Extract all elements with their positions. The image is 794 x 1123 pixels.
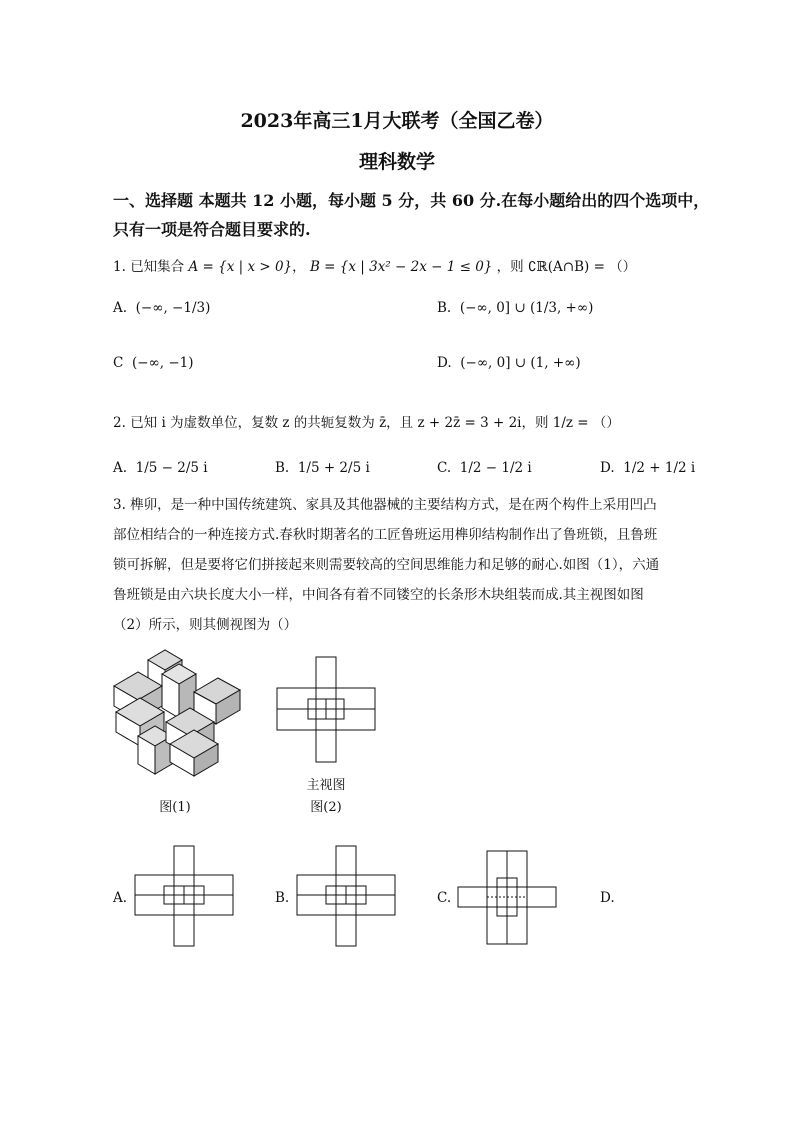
figure-2-caption: 图(2)	[310, 800, 342, 815]
q1-option-b[interactable]	[437, 300, 593, 316]
question-2-stem	[113, 411, 620, 431]
question-3-line: （2）所示，则其侧视图为（）	[113, 617, 298, 633]
set-b: B = {x | 3x² − 2x − 1 ≤ 0}	[309, 259, 493, 275]
q1-option-c-label: C	[113, 355, 124, 371]
q3-option-c-label[interactable]: C.	[437, 890, 452, 906]
q2-option-b-label: B.	[275, 460, 290, 476]
section-heading-line2: 只有一项是符合题目要求的.	[113, 220, 311, 239]
question-3-line: 3. 榫卯，是一种中国传统建筑、家具及其他器械的主要结构方式，是在两个构件上采用凹凸	[113, 497, 657, 513]
q1-option-d-text: (−∞, 0] ∪ (1, +∞)	[460, 355, 581, 371]
question-2-number: 2.	[113, 415, 126, 431]
q3-option-b-diagram[interactable]	[296, 845, 398, 947]
q2-option-d-text: 1/2 + 1/2 i	[623, 460, 696, 476]
q1-option-a-text: (−∞, −1/3)	[135, 300, 211, 316]
question-3-line: 部位相结合的一种连接方式.春秋时期著名的工匠鲁班运用榫卯结构制作出了鲁班锁，且鲁班	[113, 527, 658, 543]
q2-option-a[interactable]	[113, 460, 208, 476]
set-a: A = {x | x > 0}	[188, 259, 293, 275]
front-view-figure	[276, 656, 378, 763]
page-subtitle: 理科数学	[358, 151, 435, 173]
q2-option-a-text: 1/5 − 2/5 i	[135, 460, 208, 476]
luban-lock-figure	[110, 648, 245, 778]
section-heading-line1: 一、选择题 本题共 12 小题，每小题 5 分，共 60 分.在每小题给出的四个选项中，	[113, 191, 710, 210]
q1-option-b-text: (−∞, 0] ∪ (1/3, +∞)	[459, 300, 594, 316]
q1-option-b-label: B.	[437, 300, 452, 316]
figure-1-caption: 图(1)	[159, 800, 191, 815]
question-3-line: 鲁班锁是由六块长度大小一样，中间各有着不同镂空的长条形木块组装而成.其主视图如图	[113, 587, 644, 603]
q1-option-a-label: A.	[113, 300, 128, 316]
q3-option-b-label[interactable]: B.	[275, 890, 290, 906]
q1-option-d[interactable]	[437, 355, 581, 371]
question-3-stem	[113, 490, 688, 640]
question-1-lead: 已知集合	[130, 259, 185, 275]
question-2-text: 已知 i 为虚数单位，复数 z 的共轭复数为 z̄，且 z + 2z̄ = 3 + 2i，则 1/z = （）	[130, 415, 620, 431]
q2-option-b-text: 1/5 + 2/5 i	[297, 460, 370, 476]
q3-option-a-diagram[interactable]	[134, 845, 236, 947]
q2-option-d-label: D.	[600, 460, 615, 476]
q2-option-c-text: 1/2 − 1/2 i	[459, 460, 532, 476]
q3-option-d-label[interactable]: D.	[600, 890, 615, 906]
q2-option-b[interactable]	[275, 460, 370, 476]
q1-option-d-label: D.	[437, 355, 452, 371]
q2-option-c[interactable]	[437, 460, 532, 476]
q3-option-c-diagram[interactable]	[457, 850, 559, 946]
question-1-tail: ，则 ∁ℝ(A∩B) = （）	[496, 259, 637, 275]
q1-option-a[interactable]	[113, 300, 210, 316]
question-1-number: 1.	[113, 259, 126, 275]
q2-option-d[interactable]	[600, 460, 695, 476]
page-title: 2023年高三1月大联考（全国乙卷）	[240, 110, 554, 132]
q2-option-a-label: A.	[113, 460, 128, 476]
q2-option-c-label: C.	[437, 460, 452, 476]
q1-option-c[interactable]	[113, 355, 194, 371]
q1-option-c-text: (−∞, −1)	[131, 355, 194, 371]
question-3-line: 锁可拆解，但是要将它们拼接起来则需要较高的空间思维能力和足够的耐心.如图（1），六通	[113, 557, 660, 573]
question-1-stem: 1. 已知集合 A = {x | x > 0}， B = {x | 3x² − 2x − 1 ≤ 0} ，则 ∁ℝ(A∩B) = （）	[113, 259, 637, 275]
figure-2-label: 主视图	[306, 778, 346, 793]
q3-option-a-label[interactable]: A.	[113, 890, 128, 906]
